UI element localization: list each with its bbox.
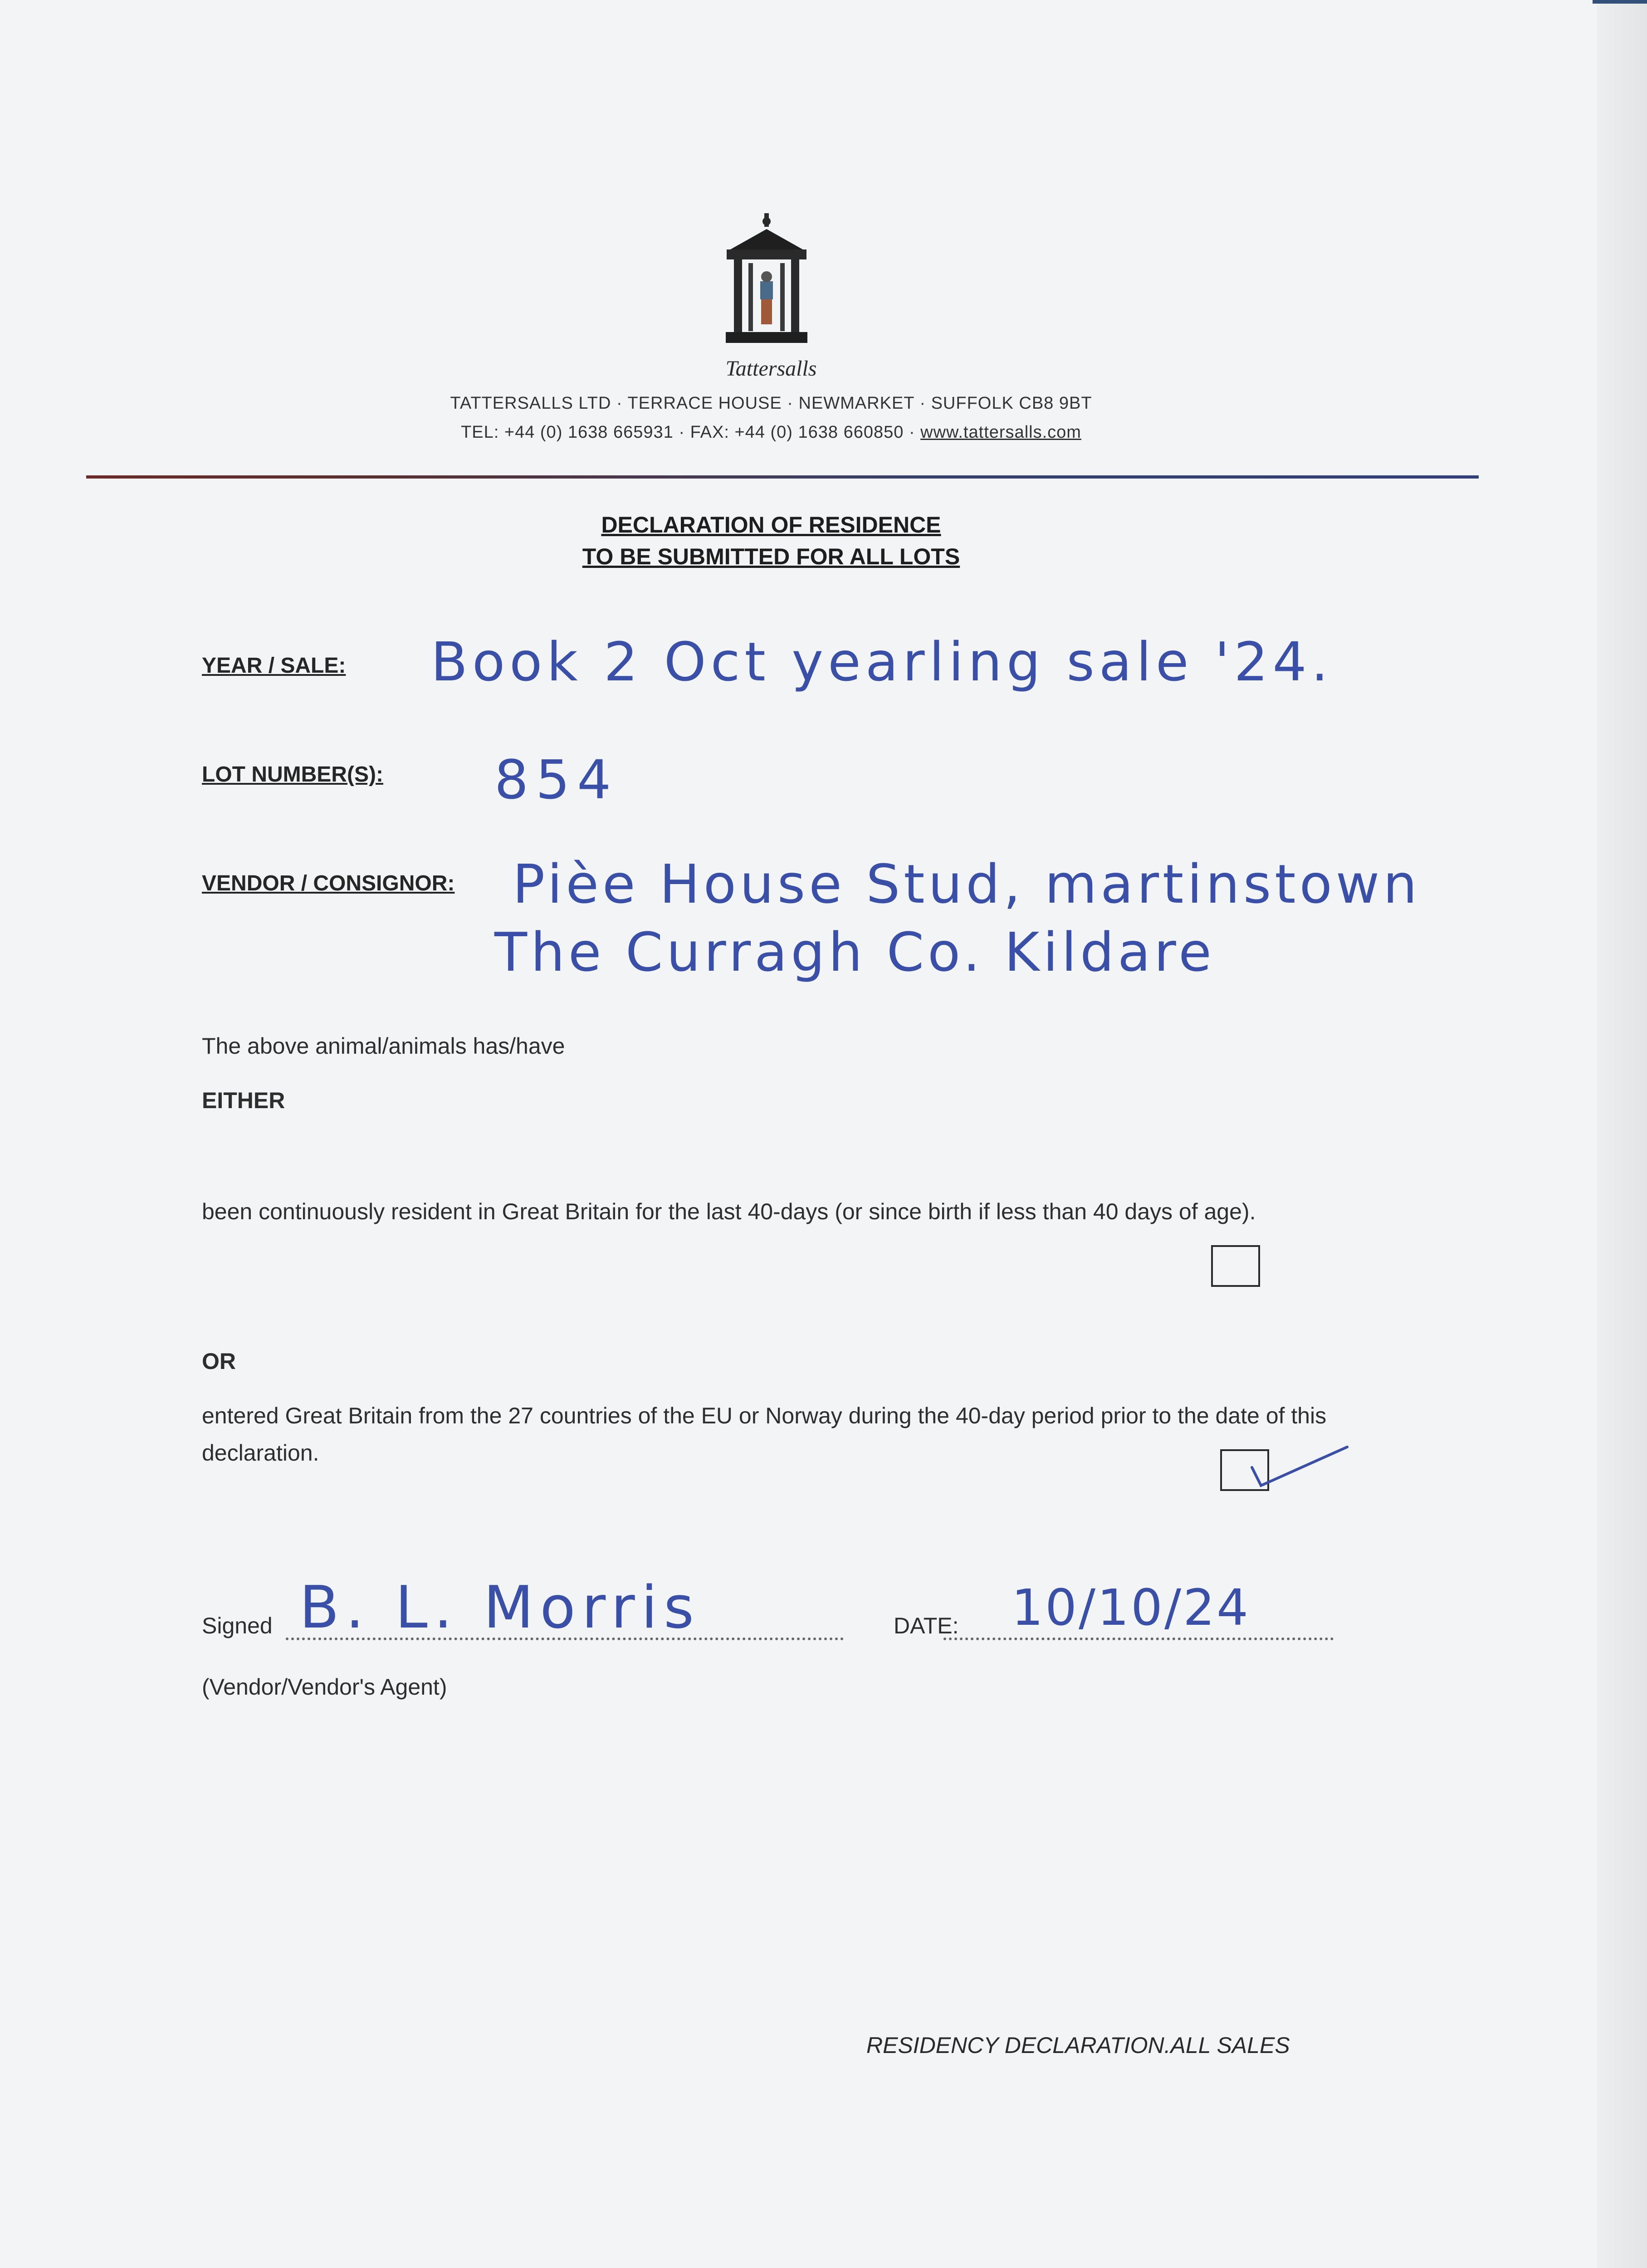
- vendor-label: VENDOR / CONSIGNOR:: [202, 871, 455, 895]
- company-contact: [227, 423, 1315, 442]
- website-link[interactable]: www.tattersalls.com: [920, 423, 1081, 442]
- form-footer: RESIDENCY DECLARATION.ALL SALES: [866, 2033, 1290, 2058]
- signature-value[interactable]: B. L. Morris: [299, 1574, 700, 1642]
- vendor-value-line2[interactable]: The Curragh Co. Kildare: [494, 921, 1215, 983]
- date-value[interactable]: 10/10/24: [1012, 1579, 1251, 1637]
- tattersalls-logo-icon: [721, 213, 812, 349]
- checkmark-icon: [1225, 1436, 1352, 1504]
- contact-numbers: TEL: +44 (0) 1638 665931 · FAX: +44 (0) 1638 660850 ·: [461, 423, 921, 442]
- page-edge-line: [1593, 0, 1647, 4]
- option2-text: entered Great Britain from the 27 countries of the EU or Norway during the 40-day period prior to the date of this declaration.: [202, 1403, 1327, 1466]
- vendor-value-line1[interactable]: Pièe House Stud, martinstown: [513, 853, 1421, 915]
- option1-text: been continuously resident in Great Britain for the last 40-days (or since birth if less than 40 days of age).: [202, 1199, 1256, 1224]
- company-address: TATTERSALLS LTD · TERRACE HOUSE · NEWMARKET · SUFFOLK CB8 9BT: [450, 394, 1092, 413]
- year-sale-value[interactable]: Book 2 Oct yearling sale '24.: [431, 631, 1333, 693]
- signer-role: (Vendor/Vendor's Agent): [202, 1674, 447, 1700]
- date-label: DATE:: [894, 1613, 959, 1638]
- or-label: OR: [202, 1349, 236, 1374]
- header-divider: [86, 475, 1479, 479]
- intro-text: The above animal/animals has/have: [202, 1033, 565, 1059]
- brand-name: Tattersalls: [725, 357, 817, 381]
- form-subtitle: TO BE SUBMITTED FOR ALL LOTS: [582, 544, 960, 569]
- year-sale-label: YEAR / SALE:: [202, 654, 346, 678]
- either-label: EITHER: [202, 1088, 285, 1113]
- signed-label: Signed: [202, 1613, 273, 1638]
- form-title: DECLARATION OF RESIDENCE: [601, 512, 941, 538]
- lot-numbers-value[interactable]: 854: [494, 748, 619, 811]
- date-line: [943, 1637, 1334, 1640]
- option1-checkbox[interactable]: [1211, 1245, 1260, 1287]
- lot-numbers-label: LOT NUMBER(S):: [202, 763, 383, 787]
- page-edge: [1597, 0, 1647, 2268]
